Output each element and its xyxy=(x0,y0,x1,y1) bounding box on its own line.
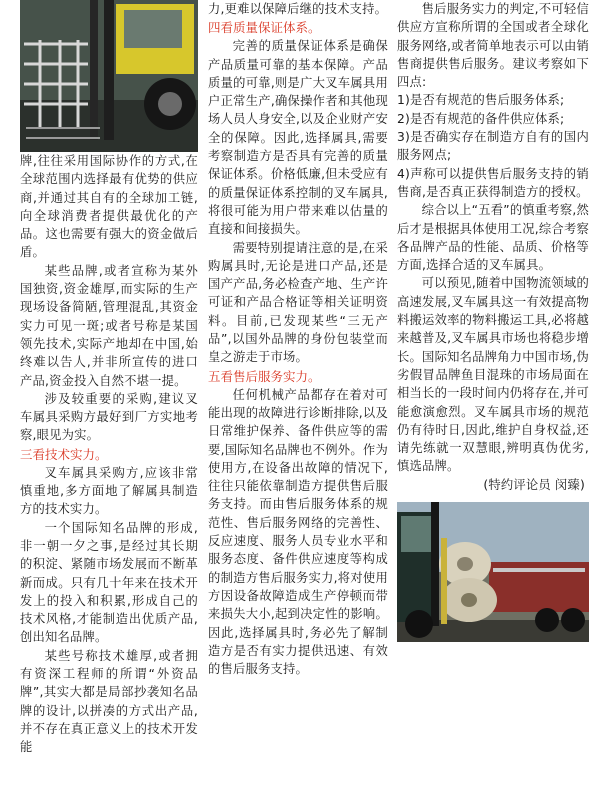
paragraph: 某些号称技术雄厚,或者拥有资深工程师的所谓“外资品牌”,其实大都是局部抄袭知名品牌的设计,以拼凑的方式出产品,并不存在真正意义上的技术开发能 xyxy=(20,648,198,755)
list-item: 1)是否有规范的售后服务体系; xyxy=(397,93,565,108)
paragraph: 完善的质量保证体系是确保产品质量可靠的基本保障。产品质量的可靠,则是广大叉车属具用户正常生产,确保操作者和其他现场人员人身安全,以及企业财产安全的保障。因此,选择属具,需要考察制造方是否具有完善的质量保证体系。价格低廉,但未受应有的质量保证体系控制的叉车属具,将很可能为用户带来难以估量的直接和间接损失。 xyxy=(208,39,388,237)
list-item: 4)声称可以提供售后服务支持的销售商,是否真正获得制造方的授权。 xyxy=(397,166,589,199)
forklift-attachment-photo xyxy=(20,0,198,152)
byline: (特约评论员 闵臻) xyxy=(483,477,585,492)
paragraph: 可以预见,随着中国物流领域的高速发展,叉车属具这一有效提高物料搬运效率的物料搬运工具,必将越来越普及,叉车属具市场也将稳步增长。国际知名品牌角力中国市场,伪劣假冒品牌鱼目混珠的市场局面在相当长的一段时间内仍将存在,并可能愈演愈烈。叉车属具市场的规范仍有待时日,因此,维护自身权益,还请先练就一双慧眼,辨明真伪优劣,慎选品牌。 xyxy=(397,276,589,474)
column-2 xyxy=(208,0,388,678)
column-2-text xyxy=(208,0,388,678)
section-heading-technical-strength: 三看技术实力。 xyxy=(20,446,108,462)
paragraph: 牌,往往采用国际协作的方式,在全球范围内选择最有优势的供应商,并通过其自有的全球加工链,向全球消费者提供最优化的产品。这也需要有强大的资金做后盾。 xyxy=(20,154,198,260)
column-3 xyxy=(397,0,589,642)
list-item: 2)是否有规范的备件供应体系; xyxy=(397,111,565,126)
column-1 xyxy=(20,0,198,757)
paragraph: 售后服务实力的判定,不可轻信供应方宣称所谓的全国或者全球化服务网络,或者简单地表示可以由销售商提供售后服务。建议考察如下四点: xyxy=(397,2,589,90)
section-heading-quality-system: 四看质量保证体系。 xyxy=(208,20,321,36)
paragraph: 叉车属具采购方,应该非常慎重地,多方面地了解属具制造方的技术实力。 xyxy=(20,465,198,517)
column-3-text xyxy=(397,0,589,494)
paragraph: 一个国际知名品牌的形成,非一朝一夕之事,是经过其长期的积淀、紧随市场发展而不断革新而成。只有几十年来在技术开发上的投入和积累,形成自己的技术风格,才能制造出优质产品,创出知名品牌。 xyxy=(20,520,198,645)
list-item: 3)是否确实存在制造方自有的国内服务网点; xyxy=(397,130,589,163)
paragraph: 力,更难以保障后继的技术支持。 xyxy=(208,2,388,16)
forklift-truck-photo-illustration xyxy=(397,502,589,642)
paragraph: 任何机械产品都存在着对可能出现的故障进行诊断排除,以及日常维护保养、备件供应等的需要,国际知名品牌也不例外。作为使用方,在设备出故障的情况下,往往只能依靠制造方提供售后服务支持。而由售后服务体系的规范性、售后服务网络的完善性、反应速度、服务人员专业水平和服务态度、备件供应速度等构成的制造方售后服务实力,将对使用方因设备故障造成生产停顿而带来损失大小,起到决定性的影响。因此,选择属具时,务必先了解制造方是否有实力提供迅速、有效的售后服务支持。 xyxy=(208,387,388,677)
paragraph: 涉及较重要的采购,建议叉车属具采购方最好到厂方实地考察,眼见为实。 xyxy=(20,391,198,443)
paragraph: 综合以上“五看”的慎重考察,然后才是根据具体使用工况,综合考察各品牌产品的性能、品质、价格等方面,选择合适的叉车属具。 xyxy=(397,203,589,273)
paragraph: 某些品牌,或者宣称为某外国独资,资金雄厚,而实际的生产现场设备简陋,管理混乱,其资金实力可见一斑;或者号称是某国领先技术,实际产地却在中国,始终难以告人,并非所宣传的进口产品,资金投入自然不堪一提。 xyxy=(20,263,198,388)
forklift-photo-illustration xyxy=(20,0,198,152)
forklift-handling-paper-rolls-photo xyxy=(397,502,589,642)
column-1-text xyxy=(20,152,198,757)
paragraph: 需要特别提请注意的是,在采购属具时,无论是进口产品,还是国产产品,务必检查产地、生产许可证和产品合格证等相关证明资料。目前,已发现某些“三无产品”,以国外品牌的身份包装堂而皇之游走于市场。 xyxy=(208,240,388,365)
section-heading-after-sales-service: 五看售后服务实力。 xyxy=(208,368,321,384)
